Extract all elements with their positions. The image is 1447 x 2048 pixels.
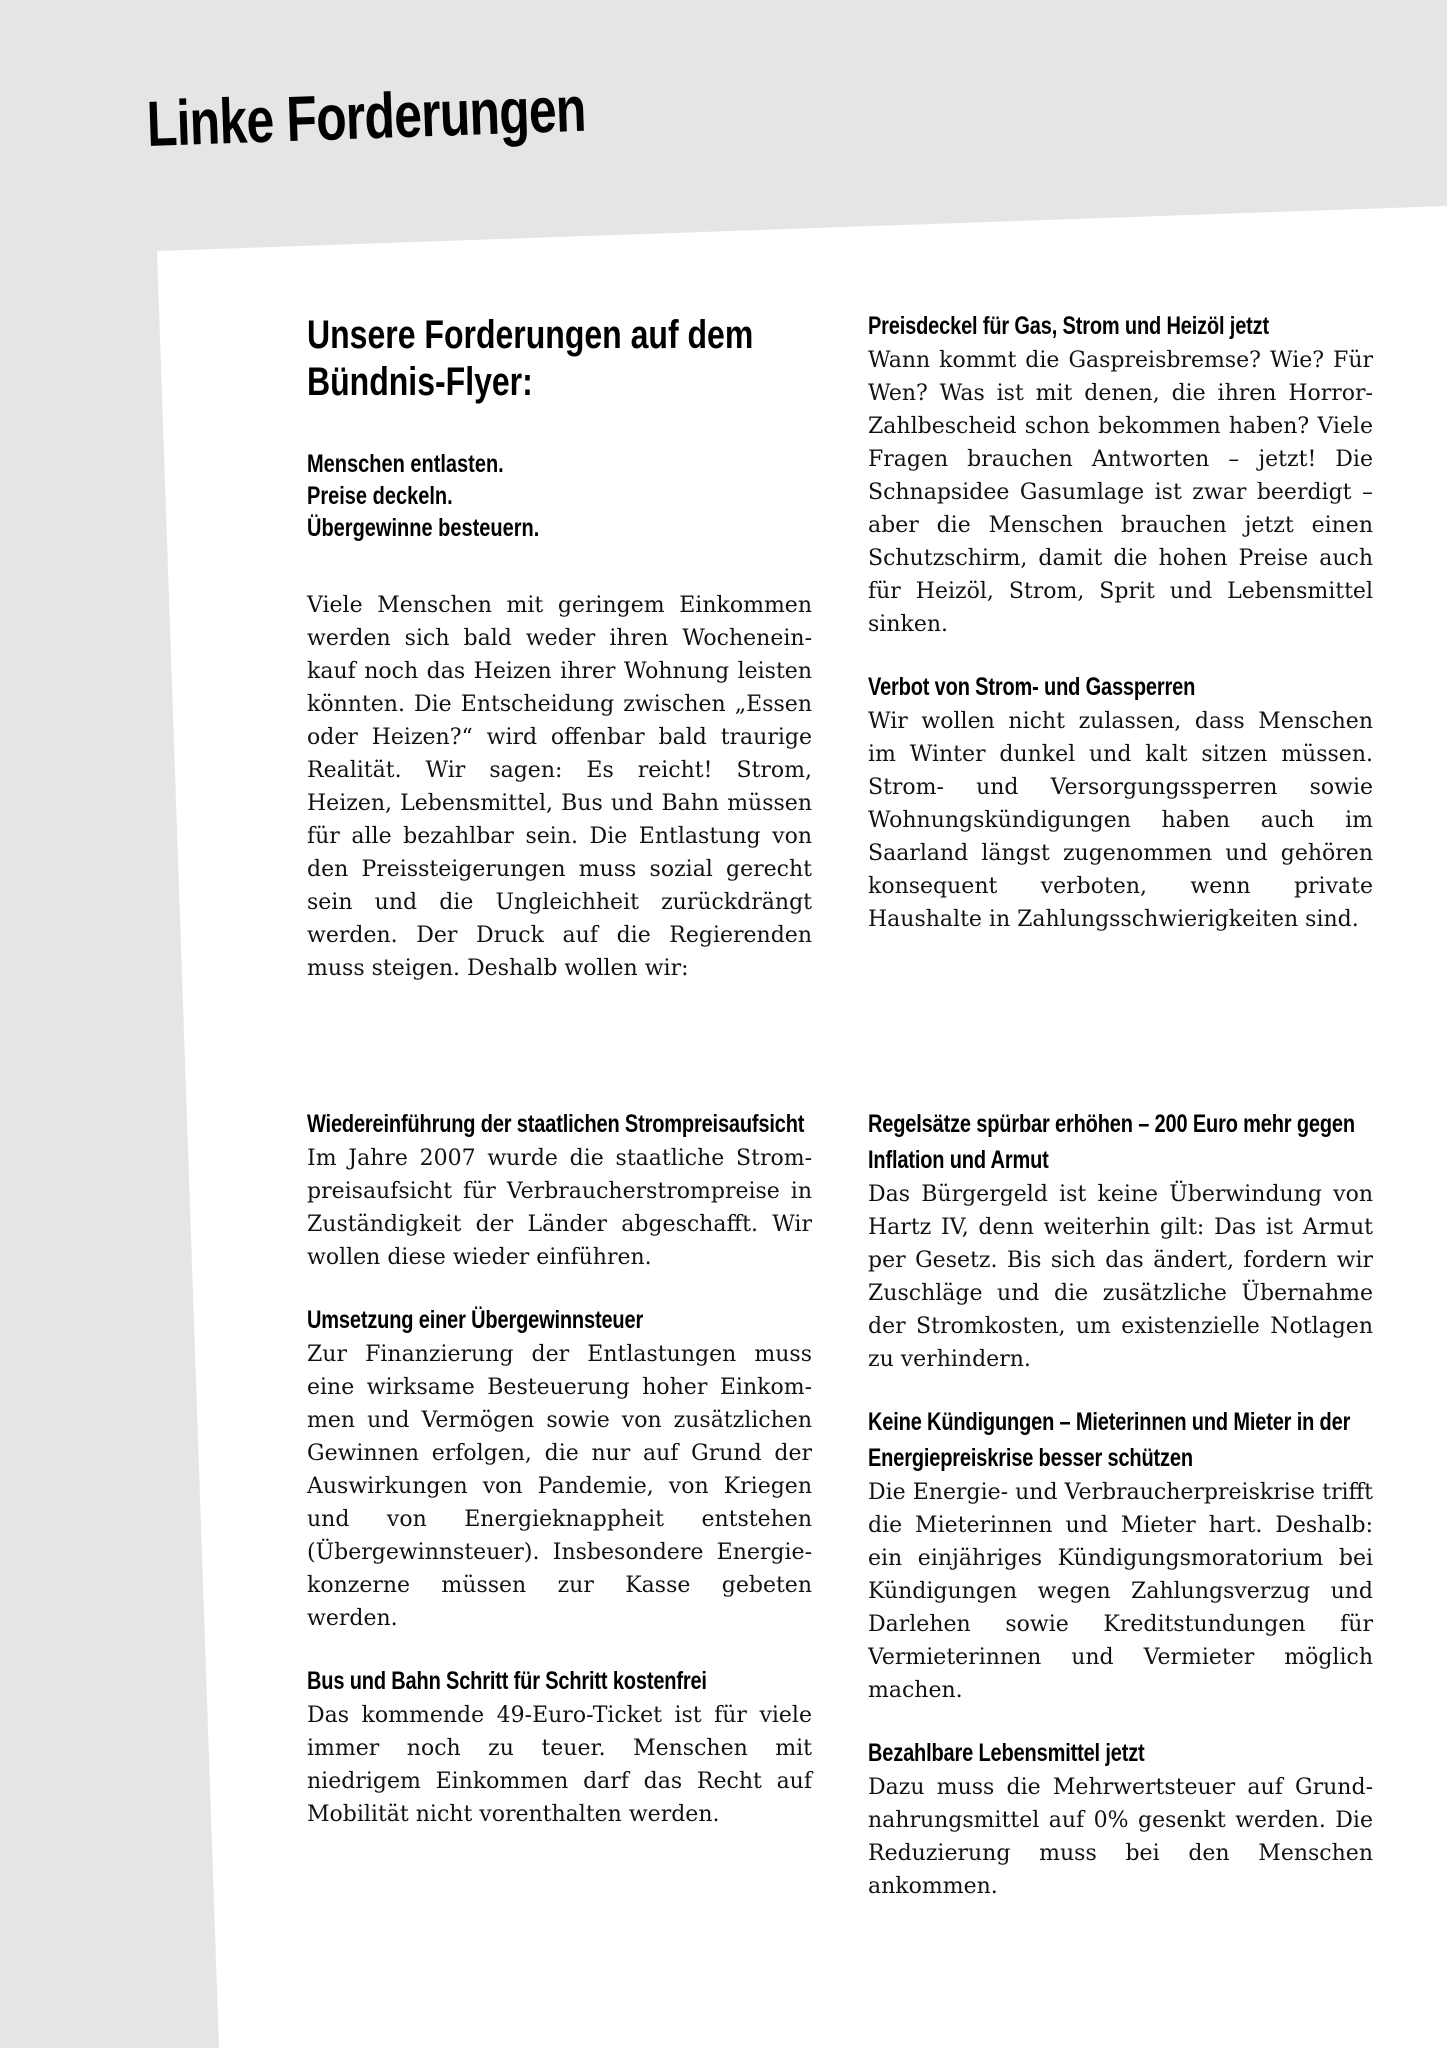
page-title: Linke Forderungen (145, 72, 587, 160)
section-windfall-tax (307, 1302, 812, 1635)
section-ban-cutoffs (868, 669, 1373, 936)
slogan: Übergewinne besteuern. (307, 514, 540, 542)
section-heading: Umsetzung einer Übergewinnsteuer (307, 1306, 644, 1334)
section-heading: Wiedereinführung der staatlichen Strompreisaufsicht (307, 1110, 805, 1138)
intro-body: Viele Menschen mit geringem Einkommen werden sich bald weder ihren Wocheneinkauf noch das Heizen ihrer Wohnung leisten könnten. Die Entscheidung zwischen „Essen oder Heizen?“ wird offenbar bald traurige Realität. Wir sagen: Es reicht! Strom, Heizen, Lebensmittel, Bus und Bahn müssen für alle bezahlbar sein. Die Entlastung von den Preissteigerungen muss sozial gerecht sein und die Ungleichheit zurückdrängt werden. Der Druck auf die Regierenden muss steigen. Deshalb wollen wir: (307, 593, 812, 981)
section-heading: Verbot von Strom- und Gassperren (868, 673, 1196, 701)
right-column-bottom (868, 1106, 1373, 1931)
section-standard-rates (868, 1106, 1373, 1376)
slogan: Menschen entlasten. (307, 450, 504, 478)
intro-column (307, 312, 812, 1013)
section-body: Wann kommt die Gaspreisbremse? Wie? Für Wen? Was ist mit denen, die ihren Horror-Zahlbescheid schon bekommen haben? Viele Fragen brauchen Antworten – jetzt! Die Schnapsidee Gasumlage ist zwar beerdigt – aber die Menschen brauchen jetzt einen Schutzschirm, damit die hohen Preise auch für Heizöl, Strom, Sprit und Lebensmittel sinken. (868, 348, 1373, 637)
left-column-bottom (307, 1106, 812, 1859)
section-body: Wir wollen nicht zulassen, dass Menschen im Winter dunkel und kalt sitzen müssen. Strom- und Versorgungssperren sowie Wohnungskündigungen haben auch im Saarland längst zugenommen und gehören konsequent verboten, wenn private Haushalte in Zahlungsschwierigkeiten sind. (868, 709, 1373, 932)
section-body: Die Energie- und Verbraucherpreiskrise trifft die Mieterinnen und Mieter hart. Deshalb: ein einjähriges Kündigungsmoratorium bei Kündigungen wegen Zahlungsverzug und Darlehen sowie Kreditstundungen für Vermieterinnen und Vermieter möglich machen. (868, 1480, 1373, 1703)
section-affordable-food (868, 1735, 1373, 1903)
section-body: Das Bürgergeld ist keine Überwindung von Hartz IV, denn weiterhin gilt: Das ist Armut per Gesetz. Bis sich das ändert, fordern wir Zuschläge und die zusätzliche Übernahme der Stromkosten, um existenzielle Notlagen zu verhindern. (868, 1182, 1373, 1372)
section-heading: Bezahlbare Lebensmittel jetzt (868, 1739, 1145, 1767)
section-heading: Preisdeckel für Gas, Strom und Heizöl jetzt (868, 312, 1270, 340)
intro-heading: Unsere Forderungen auf dem Bündnis-Flyer: (307, 313, 754, 404)
section-body: Im Jahre 2007 wurde die staatliche Strompreisaufsicht für Verbraucherstrompreise in Zuständigkeit der Länder abgeschafft. Wir wollen diese wieder einführen. (307, 1146, 812, 1270)
section-heading: Keine Kündigungen – Mieterinnen und Mieter in der Energiepreiskrise besser schützen (868, 1408, 1351, 1472)
section-heading: Regelsätze spürbar erhöhen – 200 Euro mehr gegen Inflation und Armut (868, 1110, 1355, 1174)
section-body: Dazu muss die Mehrwertsteuer auf Grundnahrungsmittel auf 0% gesenkt werden. Die Reduzierung muss bei den Menschen ankommen. (868, 1775, 1373, 1899)
section-tenant-protection (868, 1404, 1373, 1707)
section-free-transit (307, 1663, 812, 1831)
slogan: Preise deckeln. (307, 482, 453, 510)
right-column-top (868, 308, 1373, 964)
section-price-supervision (307, 1106, 812, 1274)
section-heading: Bus und Bahn Schritt für Schritt kostenfrei (307, 1667, 707, 1695)
slogans (307, 448, 812, 544)
section-body: Das kommende 49-Euro-Ticket ist für viele immer noch zu teuer. Menschen mit niedrigem Einkommen darf das Recht auf Mobilität nicht vorenthalten werden. (307, 1703, 812, 1827)
section-price-cap (868, 308, 1373, 641)
section-body: Zur Finanzierung der Entlastungen muss eine wirksame Besteuerung hoher Einkommen und Vermögen sowie von zusätzlichen Gewinnen erfolgen, die nur auf Grund der Auswirkungen von Pandemie, von Kriegen und von Energieknappheit entstehen (Übergewinnsteuer). Insbesondere Energiekonzerne müssen zur Kasse gebeten werden. (307, 1342, 812, 1631)
